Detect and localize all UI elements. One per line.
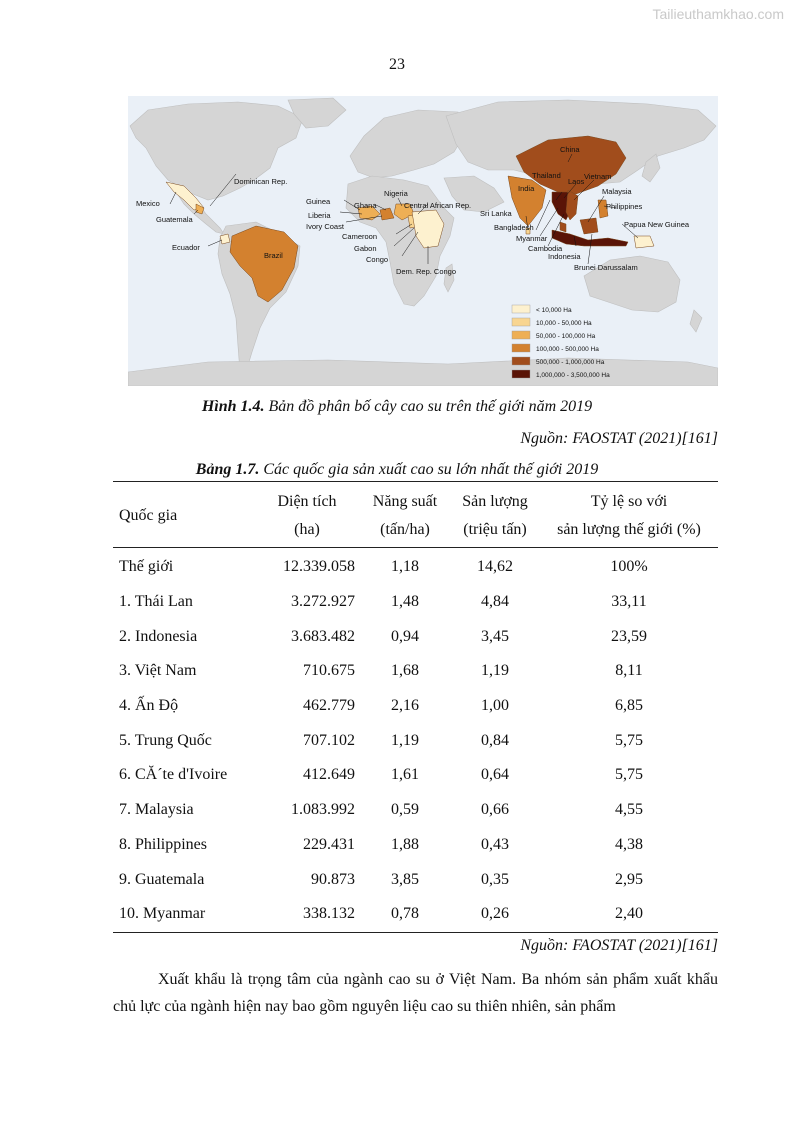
cell-output: 0,26: [481, 905, 509, 923]
table-row: [113, 793, 718, 828]
cell-output: 4,84: [481, 593, 509, 611]
cell-country: 5. Trung Quốc: [119, 731, 212, 749]
label-philippines: Philippines: [606, 202, 643, 211]
legend-swatch: [512, 357, 530, 365]
cell-share: 2,95: [615, 870, 643, 888]
label-ivory-coast: Ivory Coast: [306, 222, 344, 231]
figure-caption-text: Bản đồ phân bố cây cao su trên thế giới năm 2019: [264, 398, 593, 415]
header-output: [450, 482, 540, 548]
header-share-line1: Tỷ lệ so với: [590, 493, 668, 510]
label-india: India: [518, 184, 535, 193]
page-number: 23: [389, 56, 405, 73]
cell-area: 3.683.482: [291, 627, 355, 645]
cell-country: 1. Thái Lan: [119, 593, 193, 611]
legend-label: 500,000 - 1,000,000 Ha: [536, 359, 605, 366]
table-row: [113, 689, 718, 724]
header-output-line1: Sản lượng: [462, 493, 528, 510]
legend-label: 1,000,000 - 3,500,000 Ha: [536, 372, 610, 379]
table-row: [113, 828, 718, 863]
rubber-production-table: [113, 481, 718, 933]
cell-country: 4. Ấn Độ: [119, 697, 179, 715]
cell-area: 462.779: [303, 697, 355, 715]
cell-share: 4,38: [615, 835, 643, 853]
cell-output: 3,45: [481, 627, 509, 645]
table-row: [113, 654, 718, 689]
antarctica-shape: [128, 358, 718, 386]
label-nigeria: Nigeria: [384, 189, 408, 198]
label-indonesia: Indonesia: [548, 252, 581, 261]
table-source: Nguồn: FAOSTAT (2021)[161]: [520, 937, 718, 954]
cell-yield: 1,88: [391, 835, 419, 853]
cell-area: 707.102: [303, 731, 355, 749]
label-ghana: Ghana: [354, 201, 377, 210]
cell-yield: 1,61: [391, 766, 419, 784]
cell-area: 338.132: [303, 905, 355, 923]
label-thailand: Thailand: [532, 171, 561, 180]
cell-output: 0,64: [481, 766, 509, 784]
malaysia-shape: [560, 222, 566, 232]
label-brazil: Brazil: [264, 251, 283, 260]
legend-swatch: [512, 344, 530, 352]
cell-yield: 1,18: [391, 558, 419, 576]
label-malaysia: Malaysia: [602, 187, 632, 196]
label-gabon: Gabon: [354, 244, 377, 253]
cell-share: 23,59: [611, 627, 647, 645]
cell-country: 2. Indonesia: [119, 627, 198, 645]
cell-share: 8,11: [615, 662, 643, 680]
cell-country: 6. CĂ´te d'Ivoire: [119, 766, 228, 784]
cell-yield: 0,94: [391, 627, 419, 645]
body-paragraph-text: Xuất khẩu là trọng tâm của ngành cao su ở Việt Nam. Ba nhóm sản phẩm xuất khẩu chủ lực của ngành hiện nay bao gồm nguyên liệu cao su thiên nhiên, sản phẩm: [113, 971, 718, 1015]
label-sri-lanka: Sri Lanka: [480, 209, 512, 218]
header-yield-line2: (tấn/ha): [380, 521, 430, 538]
header-share: [540, 482, 718, 548]
cell-output: 1,00: [481, 697, 509, 715]
header-country: Quốc gia: [119, 507, 178, 524]
cell-output: 1,19: [481, 662, 509, 680]
legend-label: < 10,000 Ha: [536, 307, 572, 314]
cell-yield: 1,19: [391, 731, 419, 749]
header-area: [259, 482, 360, 548]
cell-country: Thế giới: [119, 558, 174, 576]
png-shape: [634, 236, 654, 248]
table-title: [0, 461, 794, 479]
table-row: [113, 862, 718, 897]
cell-country: 10. Myanmar: [119, 905, 206, 923]
label-brunei: Brunei Darussalam: [574, 263, 638, 272]
cell-area: 12.339.058: [283, 558, 355, 576]
cell-area: 1.083.992: [291, 801, 355, 819]
table-row: [113, 619, 718, 654]
legend-label: 50,000 - 100,000 Ha: [536, 333, 596, 340]
legend-swatch: [512, 331, 530, 339]
ecuador-shape: [220, 234, 230, 244]
cell-output: 14,62: [477, 558, 513, 576]
vietnam-shape: [566, 190, 578, 220]
cell-yield: 1,68: [391, 662, 419, 680]
cell-yield: 2,16: [391, 697, 419, 715]
label-drc: Dem. Rep. Congo: [396, 267, 457, 276]
cell-share: 5,75: [615, 766, 643, 784]
cell-yield: 3,85: [391, 870, 419, 888]
cell-output: 0,35: [481, 870, 509, 888]
world-map-svg: [128, 96, 718, 386]
header-share-line2: sản lượng thế giới (%): [557, 521, 701, 538]
table-row: [113, 548, 718, 585]
legend-swatch: [512, 370, 530, 378]
cell-yield: 1,48: [391, 593, 419, 611]
cell-share: 100%: [610, 558, 648, 576]
header-area-line1: Diện tích: [277, 493, 337, 510]
label-central-african-rep: Central African Rep.: [404, 201, 472, 210]
label-dominican: Dominican Rep.: [234, 177, 288, 186]
cell-area: 710.675: [303, 662, 355, 680]
legend-swatch: [512, 318, 530, 326]
table-row: [113, 758, 718, 793]
body-paragraph: [113, 966, 718, 1020]
label-cambodia: Cambodia: [528, 244, 563, 253]
label-cameroon: Cameroon: [342, 232, 378, 241]
cell-country: 8. Philippines: [119, 835, 208, 853]
legend-label: 100,000 - 500,000 Ha: [536, 346, 599, 353]
cell-output: 0,84: [481, 731, 509, 749]
table-header-row: [113, 482, 718, 548]
header-yield: [360, 482, 450, 548]
label-congo: Congo: [366, 255, 389, 264]
cell-share: 2,40: [615, 905, 643, 923]
table-title-text: Các quốc gia sản xuất cao su lớn nhất thế giới 2019: [259, 461, 599, 478]
cell-share: 6,85: [615, 697, 643, 715]
header-output-line2: (triệu tấn): [463, 521, 527, 538]
cell-area: 412.649: [303, 766, 355, 784]
label-laos: Laos: [568, 177, 585, 186]
label-myanmar: Myanmar: [516, 234, 548, 243]
table-row: [113, 723, 718, 758]
label-papua-new-guinea: Papua New Guinea: [624, 220, 690, 229]
cell-area: 90.873: [311, 870, 355, 888]
label-vietnam: Vietnam: [584, 172, 612, 181]
label-ecuador: Ecuador: [172, 243, 200, 252]
cell-area: 3.272.927: [291, 593, 355, 611]
header-area-line2: (ha): [294, 521, 320, 538]
rubber-distribution-map: [128, 96, 718, 386]
cell-share: 5,75: [615, 731, 643, 749]
figure-caption: [0, 398, 794, 416]
cell-share: 33,11: [611, 593, 647, 611]
cell-yield: 0,59: [391, 801, 419, 819]
cell-share: 4,55: [615, 801, 643, 819]
cell-country: 7. Malaysia: [119, 801, 194, 819]
figure-caption-label: Hình 1.4.: [201, 398, 265, 415]
label-guatemala: Guatemala: [156, 215, 193, 224]
table-title-label: Bảng 1.7.: [195, 461, 260, 478]
legend-label: 10,000 - 50,000 Ha: [536, 320, 592, 327]
label-china: China: [560, 145, 580, 154]
label-liberia: Liberia: [308, 211, 331, 220]
header-yield-line1: Năng suất: [372, 493, 438, 510]
cell-country: 9. Guatemala: [119, 870, 205, 888]
table-row: [113, 585, 718, 620]
cell-output: 0,66: [481, 801, 509, 819]
new-zealand-shape: [690, 310, 702, 332]
label-guinea: Guinea: [306, 197, 331, 206]
cell-area: 229.431: [303, 835, 355, 853]
cell-yield: 0,78: [391, 905, 419, 923]
figure-source: Nguồn: FAOSTAT (2021)[161]: [520, 430, 718, 447]
cell-output: 0,43: [481, 835, 509, 853]
watermark: Tailieuthamkhao.com: [652, 6, 784, 22]
cell-country: 3. Việt Nam: [119, 662, 197, 680]
label-mexico: Mexico: [136, 199, 160, 208]
label-bangladesh: Bangladesh: [494, 223, 534, 232]
legend-swatch: [512, 305, 530, 313]
table-row: [113, 897, 718, 932]
